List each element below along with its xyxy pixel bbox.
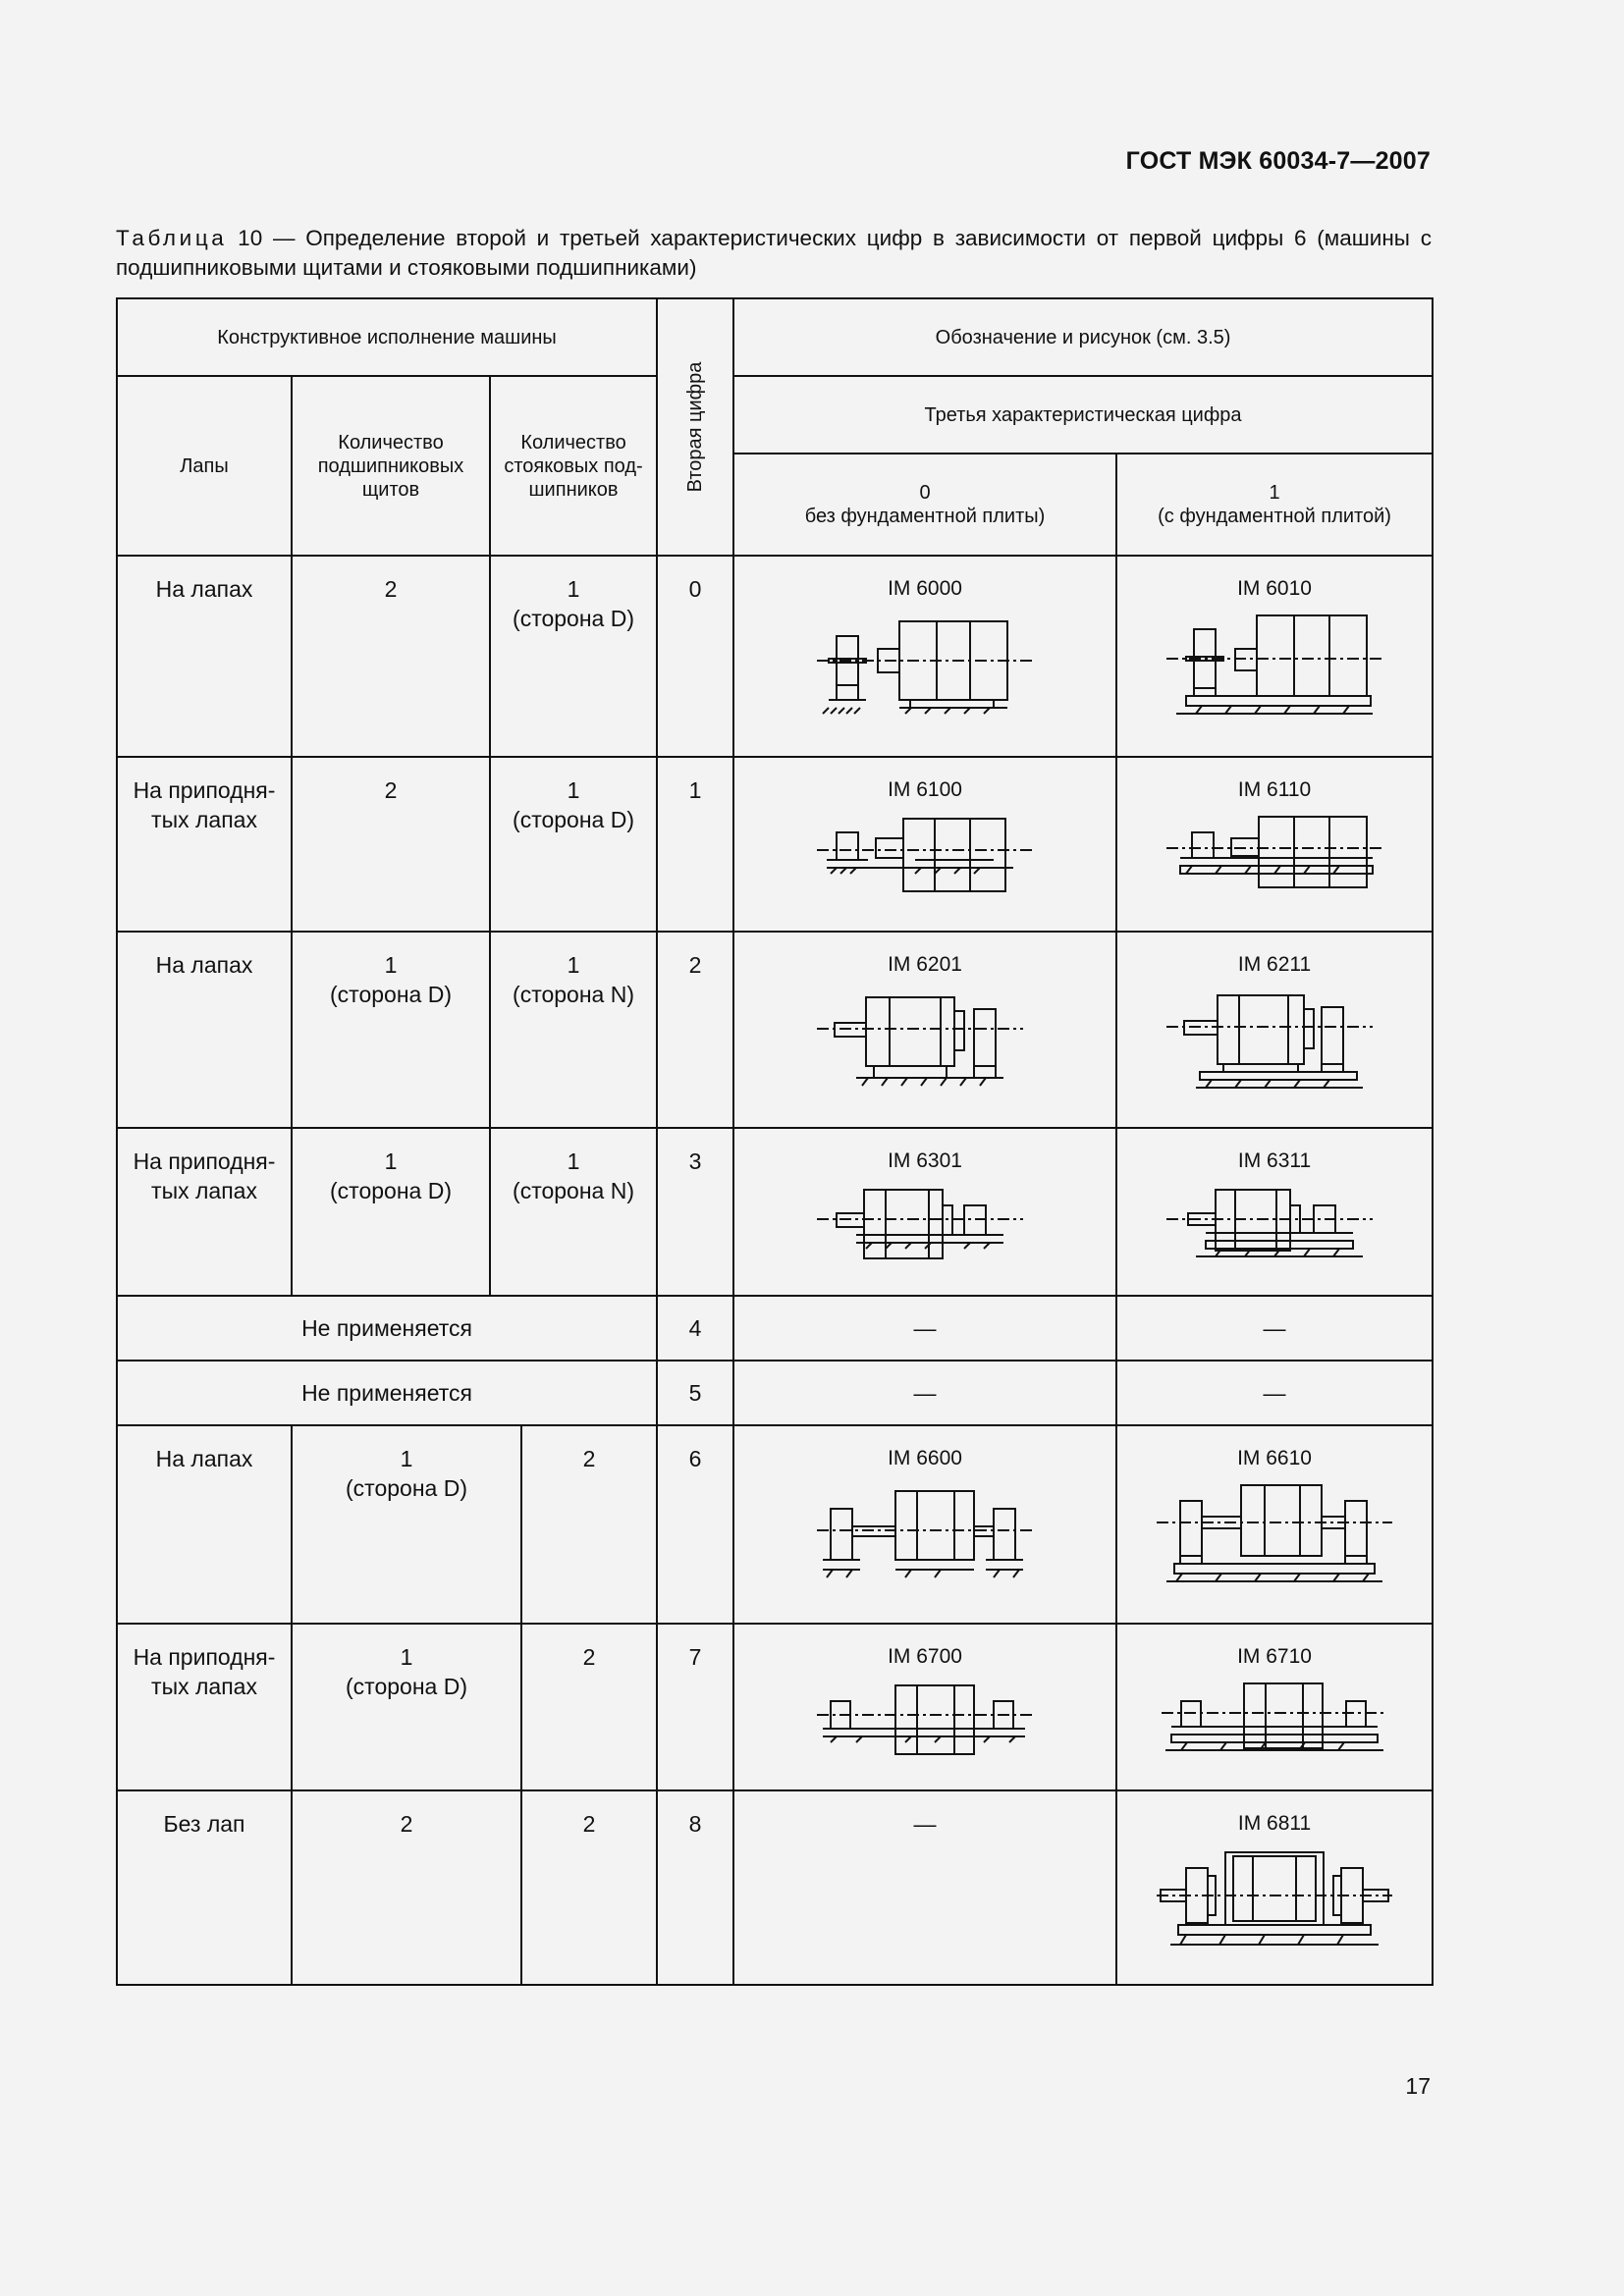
cell-shields: 1 (сторона D): [292, 1425, 521, 1624]
cell-pedestals: 2: [521, 1790, 657, 1985]
cell-digit: 6: [657, 1425, 733, 1624]
cell-pedestals: 1 (сторона D): [490, 757, 657, 932]
table-row: [117, 1425, 1433, 1624]
cell-designation-1: [1116, 1425, 1433, 1624]
cell-feet: На лапах: [117, 932, 292, 1128]
cell-designation-0: [733, 556, 1116, 757]
cell-pedestals: 2: [521, 1425, 657, 1624]
caption-text: 10 — Определение второй и третьей характеристических цифр в зависимости от первой цифры 6 (машины с подшипниковыми щитами и стояковыми подшипниками): [116, 226, 1432, 280]
cell-feet: На лапах: [117, 556, 292, 757]
cell-feet: На приподня- тых лапах: [117, 757, 292, 932]
cell-designation-1: —: [1116, 1296, 1433, 1361]
cell-digit: 5: [657, 1361, 733, 1425]
cell-digit: 1: [657, 757, 733, 932]
caption-label: Таблица: [116, 226, 228, 250]
header-second-digit: Вторая цифра: [657, 298, 733, 556]
cell-pedestals: 2: [521, 1624, 657, 1790]
designation-label: IM 6710: [1237, 1645, 1312, 1668]
cell-pedestals: 1 (сторона N): [490, 1128, 657, 1296]
cell-not-applicable: Не применяется: [117, 1296, 657, 1361]
designation-label: IM 6010: [1237, 577, 1312, 600]
table-row: [117, 1624, 1433, 1790]
cell-shields: 2: [292, 556, 490, 757]
designation-label: IM 6311: [1237, 1149, 1312, 1172]
machine-im6110-icon: [1166, 813, 1382, 901]
cell-feet: Без лап: [117, 1790, 292, 1985]
cell-designation-0: [733, 1128, 1116, 1296]
machine-im6600-icon: [817, 1481, 1033, 1589]
cell-designation-0: [733, 932, 1116, 1128]
machine-im6000-icon: [817, 612, 1033, 720]
cell-pedestals: 1 (сторона N): [490, 932, 657, 1128]
designation-label: IM 6610: [1237, 1447, 1312, 1469]
machine-im6211-icon: [1166, 988, 1382, 1095]
designation-label: IM 6000: [888, 577, 962, 600]
table-row: [117, 932, 1433, 1128]
machine-im6010-icon: [1166, 612, 1382, 720]
cell-designation-1: [1116, 556, 1433, 757]
cell-digit: 2: [657, 932, 733, 1128]
machine-im6201-icon: [817, 988, 1033, 1095]
cell-feet: На приподня- тых лапах: [117, 1624, 292, 1790]
header-col1: 1 (с фундаментной плитой): [1116, 454, 1433, 556]
cell-pedestals: 1 (сторона D): [490, 556, 657, 757]
document-code: ГОСТ МЭК 60034-7—2007: [1125, 147, 1431, 175]
designation-label: IM 6201: [888, 953, 962, 976]
machine-im6301-icon: [817, 1184, 1033, 1272]
cell-shields: 2: [292, 1790, 521, 1985]
designation-label: IM 6211: [1237, 953, 1312, 976]
header-feet: Лапы: [117, 376, 292, 556]
cell-designation-1: [1116, 757, 1433, 932]
table-row: [117, 757, 1433, 932]
cell-not-applicable: Не применяется: [117, 1361, 657, 1425]
machine-im6710-icon: [1162, 1680, 1387, 1768]
machine-im6811-icon: [1157, 1846, 1392, 1954]
cell-designation-0: [733, 1624, 1116, 1790]
cell-designation-1: [1116, 1790, 1433, 1985]
cell-designation-1: [1116, 1624, 1433, 1790]
header-pedestals-count: Количество стояковых под-шипников: [490, 376, 657, 556]
header-third-digit: Третья характеристическая цифра: [733, 376, 1433, 454]
cell-shields: 2: [292, 757, 490, 932]
designation-label: IM 6100: [888, 778, 962, 801]
table-row: [117, 1296, 1433, 1361]
machine-im6100-icon: [817, 813, 1033, 901]
designation-label: IM 6600: [888, 1447, 962, 1469]
table-row: [117, 1128, 1433, 1296]
page-number: 17: [1405, 2073, 1431, 2099]
cell-feet: На лапах: [117, 1425, 292, 1624]
cell-digit: 8: [657, 1790, 733, 1985]
machine-im6610-icon: [1157, 1481, 1392, 1589]
cell-feet: На приподня- тых лапах: [117, 1128, 292, 1296]
cell-shields: 1 (сторона D): [292, 932, 490, 1128]
table-row: [117, 1790, 1433, 1985]
machine-im6311-icon: [1166, 1184, 1382, 1272]
cell-digit: 7: [657, 1624, 733, 1790]
cell-designation-0: —: [733, 1296, 1116, 1361]
cell-designation-1: [1116, 932, 1433, 1128]
header-designation: Обозначение и рисунок (см. 3.5): [733, 298, 1433, 376]
machine-im6700-icon: [817, 1680, 1033, 1768]
header-construction: Конструктивное исполнение машины: [117, 298, 657, 376]
designation-label: IM 6811: [1237, 1812, 1312, 1835]
cell-designation-1: —: [1116, 1361, 1433, 1425]
header-shields-count: Количество подшипниковых щитов: [292, 376, 490, 556]
cell-digit: 3: [657, 1128, 733, 1296]
cell-shields: 1 (сторона D): [292, 1624, 521, 1790]
cell-designation-0: [733, 1425, 1116, 1624]
designation-table: [116, 297, 1434, 1986]
cell-designation-1: [1116, 1128, 1433, 1296]
table-row: [117, 556, 1433, 757]
table-caption: [116, 224, 1432, 283]
cell-shields: 1 (сторона D): [292, 1128, 490, 1296]
cell-digit: 4: [657, 1296, 733, 1361]
header-col0: 0 без фундаментной плиты): [733, 454, 1116, 556]
designation-label: IM 6110: [1237, 778, 1312, 801]
designation-label: IM 6700: [888, 1645, 962, 1668]
cell-designation-0: —: [733, 1361, 1116, 1425]
cell-designation-0: —: [733, 1790, 1116, 1985]
table-row: [117, 1361, 1433, 1425]
designation-label: IM 6301: [888, 1149, 962, 1172]
cell-digit: 0: [657, 556, 733, 757]
cell-designation-0: [733, 757, 1116, 932]
